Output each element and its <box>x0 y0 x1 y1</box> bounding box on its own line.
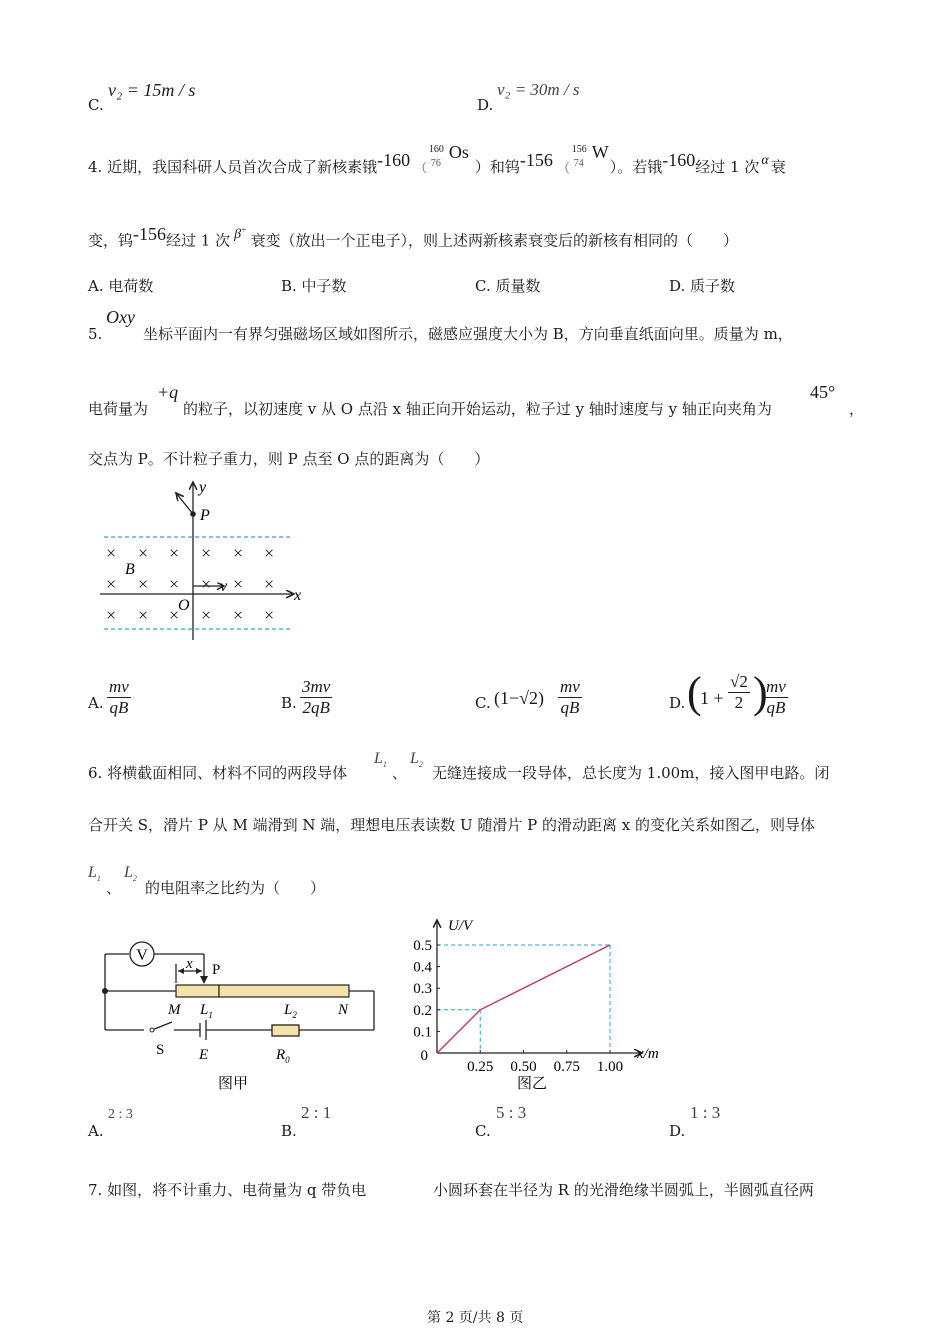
q5-line2-c: ， <box>849 400 865 418</box>
slider-p-label: P <box>212 962 221 978</box>
q4-text-4: 经过 1 次 <box>695 158 760 176</box>
chart-series-line <box>437 945 610 1053</box>
q6-l1-line3: $L_1$ <box>88 864 101 884</box>
y-tick-label: 0.1 <box>413 1024 432 1041</box>
q5-option-d-rparen: ) <box>753 668 768 717</box>
q6-l2: $L_2$ <box>410 750 423 770</box>
y-tick-label: 0.5 <box>413 938 432 954</box>
q4-option-a: A. 电荷数 <box>88 277 154 295</box>
o-label: O <box>178 597 190 614</box>
q6-option-d-label: D. <box>669 1122 686 1140</box>
q7-line1-a: 7. 如图，将不计重力、电荷量为 q 带负电 <box>88 1181 367 1199</box>
svg-text:×: × <box>233 605 244 625</box>
q6-separator: 、 <box>392 764 408 782</box>
svg-text:×: × <box>201 574 212 594</box>
q4-line2 <box>88 223 739 253</box>
svg-text:×: × <box>138 605 149 625</box>
q6-l2-line3: $L_2$ <box>124 864 137 884</box>
w-z: 74 <box>573 158 584 169</box>
q3-option-d-expr: v₂ = 30m / s <box>497 80 580 99</box>
q4-paren-close: ） <box>474 158 490 176</box>
q3-option-c-expr: v₂ = 15m / s <box>108 80 196 100</box>
q4-text-2: 和钨 <box>489 158 520 176</box>
q6-line3: 的电阻率之比约为（ ） <box>145 879 326 897</box>
svg-text:×: × <box>169 574 180 594</box>
q4-os-name: -160 <box>377 150 411 170</box>
q4-option-b: B. 中子数 <box>281 277 347 295</box>
q5-angle: 45° <box>810 382 836 402</box>
y-tick-label: 0.4 <box>413 959 432 976</box>
svg-text:×: × <box>138 574 149 594</box>
q5-option-d-label: D. <box>669 694 686 712</box>
q6-line1-b: 无缝连接成一段导体，总长度为 1.00m，接入图甲电路。闭 <box>432 764 830 782</box>
q6-separator-2: 、 <box>106 879 122 897</box>
svg-text:×: × <box>106 605 117 625</box>
q4-paren: （ <box>414 161 427 175</box>
q6-option-d-value: 1 : 3 <box>690 1103 721 1122</box>
q5-option-c-label: C. <box>475 694 491 712</box>
chart-x-label: x/m <box>637 1046 659 1062</box>
conductor-l2 <box>219 985 349 997</box>
alpha-symbol: α <box>761 153 769 168</box>
q6-l1: $L_1$ <box>374 750 387 770</box>
q4-os-name-2: -160 <box>662 150 696 170</box>
circuit-x-label: x <box>186 956 193 972</box>
q4-line2-b: 经过 1 次 <box>166 231 231 250</box>
y-tick-label: 0.2 <box>413 1002 432 1019</box>
beta-symbol: β+ <box>234 225 247 242</box>
battery-label: E <box>199 1047 209 1063</box>
q4-line2-c: 衰变（放出一个正电子），则上述两新核素衰变后的新核有相同的（ ） <box>250 231 739 250</box>
q5-option-d-inner-fraction: $\frac{√2}{2}$ <box>730 672 748 712</box>
q4-text-3: 。若锇 <box>617 158 663 176</box>
y-tick-label: 0.3 <box>413 981 432 998</box>
voltmeter-label: V <box>136 947 148 964</box>
q5-line1: 坐标平面内一有界匀强磁场区域如图所示，磁感应强度大小为 B，方向垂直纸面向里。质量为 m， <box>143 325 793 343</box>
switch-icon <box>152 1022 172 1030</box>
svg-text:×: × <box>264 605 275 625</box>
q5-line3: 交点为 P。不计粒子重力，则 P 点至 O 点的距离为（ ） <box>88 450 490 468</box>
svg-text:×: × <box>264 574 275 594</box>
p-label: P <box>200 507 210 524</box>
q6-option-a-value: 2 : 3 <box>108 1107 133 1122</box>
page-footer: 第 2 页/共 8 页 <box>427 1310 524 1326</box>
w-symbol: W <box>591 142 609 162</box>
svg-text:×: × <box>201 543 212 563</box>
x-tick-label: 1.00 <box>596 1059 624 1075</box>
svg-text:×: × <box>138 543 149 563</box>
q4-os-isotope <box>427 142 475 172</box>
magnetic-field-figure <box>96 476 316 644</box>
q5-option-a-label: A. <box>88 694 104 712</box>
m-label: M <box>168 1002 181 1018</box>
circuit-caption: 图甲 <box>218 1076 249 1092</box>
q3-option-c-label: C. <box>88 96 104 114</box>
q4-option-d: D. 质子数 <box>669 277 736 295</box>
os-mass: 160 <box>428 144 444 155</box>
os-symbol: Os <box>448 142 469 162</box>
n-label: N <box>338 1002 349 1018</box>
q6-line2: 合开关 S，滑片 P 从 M 端滑到 N 端，理想电压表读数 U 随滑片 P 的滑动距离 x 的变化关系如图乙，则导体 <box>88 816 816 834</box>
svg-text:×: × <box>233 574 244 594</box>
q5-option-d-fraction: $\frac{mv}{qB}$ <box>766 677 786 717</box>
exit-velocity-arrow <box>176 493 193 514</box>
q5-option-d-prefix: 1 + <box>700 688 724 708</box>
q4-paren-close-2: ） <box>609 158 618 176</box>
point-p <box>190 511 196 517</box>
q5-option-b-label: B. <box>281 694 297 712</box>
chart-origin-label: 0 <box>420 1048 428 1064</box>
q6-option-c-value: 5 : 3 <box>496 1103 527 1122</box>
svg-text:×: × <box>233 543 244 563</box>
q5-option-c-prefix: (1−√2) <box>494 688 545 708</box>
y-label: y <box>199 479 207 496</box>
q5-charge: +q <box>157 382 179 402</box>
svg-text:×: × <box>106 574 117 594</box>
resistor-label: $R_0$ <box>276 1047 290 1065</box>
q4-w-name-2: -156 <box>133 223 167 244</box>
svg-text:×: × <box>201 605 212 625</box>
x-tick-label: 0.75 <box>553 1059 580 1075</box>
svg-text:×: × <box>106 543 117 563</box>
v-label: v <box>220 578 228 595</box>
q4-line1 <box>88 142 786 179</box>
q5-option-a-fraction: $\frac{mv}{qB}$ <box>109 677 129 717</box>
q5-option-c-fraction: $\frac{mv}{qB}$ <box>560 677 580 717</box>
x-tick-label: 0.50 <box>510 1059 537 1075</box>
q5-number: 5. <box>88 325 103 343</box>
q5-line2-a: 电荷量为 <box>88 400 149 418</box>
q5-option-b-fraction: $\frac{3mv}{2qB}$ <box>302 677 331 717</box>
q4-text-5: 衰 <box>770 158 786 176</box>
q4-w-name: -156 <box>519 150 553 170</box>
b-label: B <box>125 561 135 578</box>
q6-line1-a: 6. 将横截面相同、材料不同的两段导体 <box>88 764 348 782</box>
svg-text:×: × <box>264 543 275 563</box>
q4-line2-a: 变，钨 <box>88 231 134 250</box>
chart-caption: 图乙 <box>517 1076 548 1092</box>
q6-option-b-label: B. <box>281 1122 297 1140</box>
q4-text-1: 4. 近期，我国科研人员首次合成了新核素锇 <box>88 158 378 176</box>
conductor-l1 <box>176 985 219 997</box>
q7-line1-b: 小圆环套在半径为 R 的光滑绝缘半圆弧上，半圆弧直径两 <box>433 1181 814 1199</box>
q4-paren-2: （ <box>557 161 570 175</box>
q5-oxy: Oxy <box>106 307 135 327</box>
os-z: 76 <box>430 158 441 169</box>
q5-line2-b: 的粒子，以初速度 v 从 O 点沿 x 轴正向开始运动，粒子过 y 轴时速度与 y 轴正向夹角为 <box>183 400 772 418</box>
svg-text:×: × <box>169 605 180 625</box>
q6-option-c-label: C. <box>475 1122 491 1140</box>
voltage-distance-chart <box>410 912 670 1097</box>
q6-option-b-value: 2 : 1 <box>301 1103 332 1122</box>
circuit-l1-label: $L_1$ <box>200 1002 213 1020</box>
q5-option-d-lparen: ( <box>687 668 702 717</box>
x-label: x <box>294 587 302 604</box>
q4-option-c: C. 质量数 <box>475 277 541 295</box>
switch-label: S <box>156 1042 165 1058</box>
w-mass: 156 <box>571 144 587 155</box>
svg-text:×: × <box>169 543 180 563</box>
slider-arrow <box>200 976 208 984</box>
x-tick-label: 0.25 <box>467 1059 494 1075</box>
q4-w-isotope <box>570 142 610 172</box>
q3-option-d-label: D. <box>477 96 494 114</box>
circuit-l2-label: $L_2$ <box>284 1002 297 1020</box>
resistor-icon <box>272 1025 299 1036</box>
q6-option-a-label: A. <box>88 1122 104 1140</box>
field-crosses <box>106 543 274 625</box>
chart-y-label: U/V <box>448 918 473 934</box>
circuit-figure <box>96 936 386 1096</box>
